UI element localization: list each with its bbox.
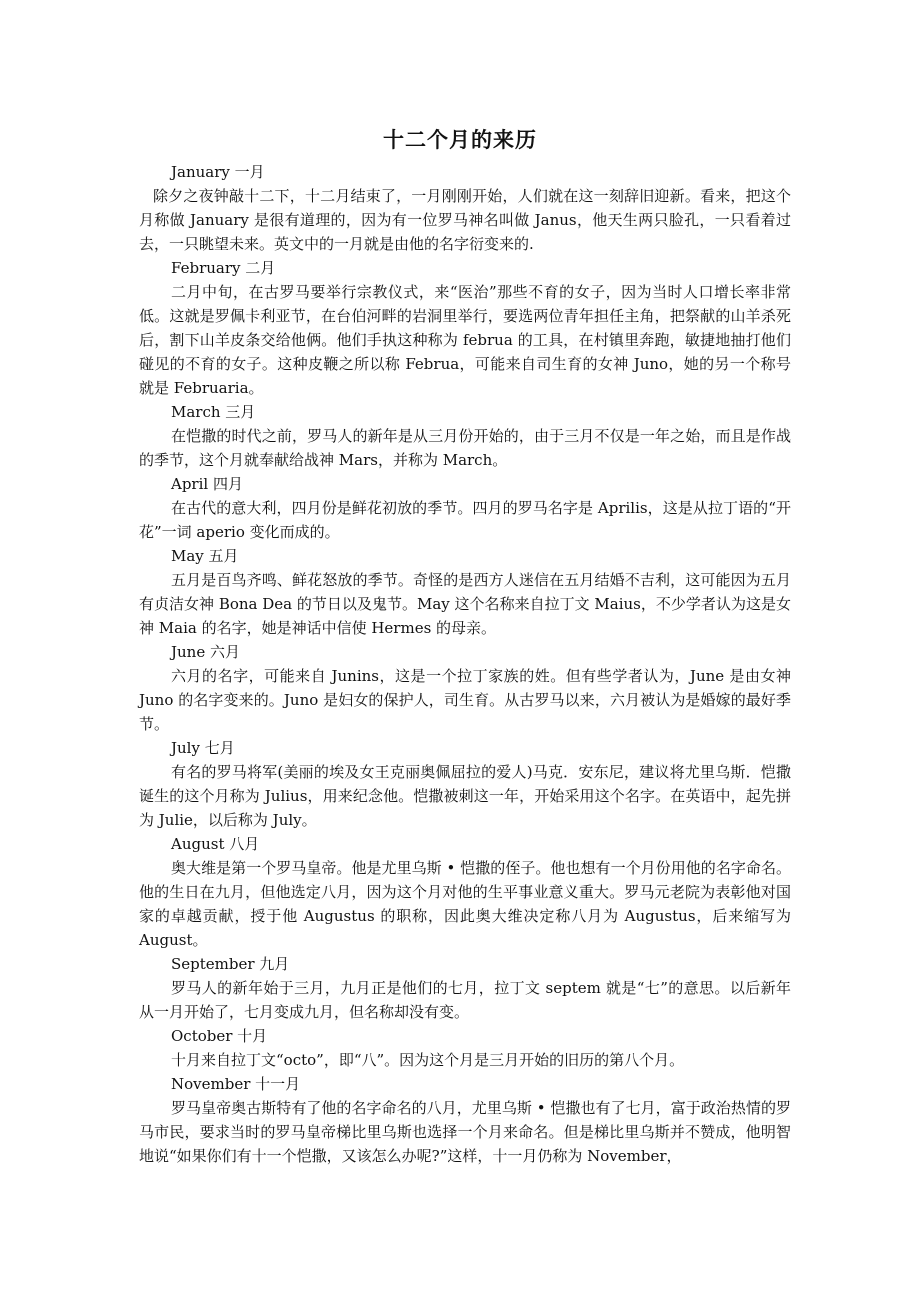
section-heading-july: July 七月	[171, 739, 235, 757]
section-heading-may: May 五月	[171, 547, 239, 565]
section-text-august: 奥大维是第一个罗马皇帝。他是尤里乌斯 • 恺撒的侄子。他也想有一个月份用他的名字命名。他的生日在九月，但他选定八月，因为这个月对他的生平事业意义重大。罗马元老院为表彰他对国家的卓越贡献，授于他 Augustus 的职称，因此奥大维决定称八月为 Augustus，后来缩写为 August。	[139, 859, 791, 949]
section-text-november: 罗马皇帝奥古斯特有了他的名字命名的八月，尤里乌斯 • 恺撒也有了七月，富于政治热情的罗马市民，要求当时的罗马皇帝梯比里乌斯也选择一个月来命名。但是梯比里乌斯并不赞成，他明智地说“如果你们有十一个恺撒，又该怎么办呢?”这样，十一月仍称为 November，	[139, 1099, 791, 1165]
section-text-march: 在恺撒的时代之前，罗马人的新年是从三月份开始的，由于三月不仅是一年之始，而且是作战的季节，这个月就奉献给战神 Mars，并称为 March。	[139, 427, 791, 469]
section-heading-october: October 十月	[171, 1027, 268, 1045]
section-text-january: 除夕之夜钟敲十二下，十二月结束了，一月刚刚开始，人们就在这一刻辞旧迎新。看来，把这个月称做 January 是很有道理的，因为有一位罗马神名叫做 Janus，他天生两只脸孔，一只看着过去，一只眺望未来。英文中的一月就是由他的名字衍变来的.	[139, 187, 791, 253]
section-text-june: 六月的名字，可能来自 Junins，这是一个拉丁家族的姓。但有些学者认为，June 是由女神 Juno 的名字变来的。Juno 是妇女的保护人，司生育。从古罗马以来，六月被认为是婚嫁的最好季节。	[139, 667, 791, 733]
document-body	[139, 160, 791, 1168]
section-heading-june: June 六月	[171, 643, 240, 661]
page-title: 十二个月的来历	[383, 127, 537, 152]
section-heading-april: April 四月	[171, 475, 243, 493]
section-heading-january: January 一月	[171, 163, 265, 181]
section-heading-november: November 十一月	[171, 1075, 301, 1093]
section-text-september: 罗马人的新年始于三月，九月正是他们的七月，拉丁文 septem 就是“七”的意思。以后新年从一月开始了，七月变成九月，但名称却没有变。	[139, 979, 791, 1021]
section-heading-september: September 九月	[171, 955, 290, 973]
section-text-october: 十月来自拉丁文“octo”，即“八”。因为这个月是三月开始的旧历的第八个月。	[171, 1051, 685, 1069]
section-heading-august: August 八月	[171, 835, 260, 853]
section-text-february: 二月中旬，在古罗马要举行宗教仪式，来“医治”那些不育的女子，因为当时人口增长率非常低。这就是罗佩卡利亚节，在台伯河畔的岩洞里举行，要选两位青年担任主角，把祭献的山羊杀死后，割下山羊皮条交给他俩。他们手执这种称为 februa 的工具，在村镇里奔跑，敏捷地抽打他们碰见的不育的女子。这种皮鞭之所以称 Februa，可能来自司生育的女神 Juno，她的另一个称号就是 Februaria。	[139, 283, 791, 397]
section-heading-march: March 三月	[171, 403, 256, 421]
section-heading-february: February 二月	[171, 259, 276, 277]
section-text-may: 五月是百鸟齐鸣、鲜花怒放的季节。奇怪的是西方人迷信在五月结婚不吉利，这可能因为五月有贞洁女神 Bona Dea 的节日以及鬼节。May 这个名称来自拉丁文 Maius，不少学者认为这是女神 Maia 的名字，她是神话中信使 Hermes 的母亲。	[139, 571, 791, 637]
section-text-april: 在古代的意大利，四月份是鲜花初放的季节。四月的罗马名字是 Aprilis，这是从拉丁语的“开花”一词 aperio 变化而成的。	[139, 499, 791, 541]
section-text-july: 有名的罗马将军(美丽的埃及女王克丽奥佩屈拉的爱人)马克．安东尼，建议将尤里乌斯．恺撒诞生的这个月称为 Julius，用来纪念他。恺撒被刺这一年，开始采用这个名字。在英语中，起先拼为 Julie，以后称为 July。	[139, 763, 791, 829]
